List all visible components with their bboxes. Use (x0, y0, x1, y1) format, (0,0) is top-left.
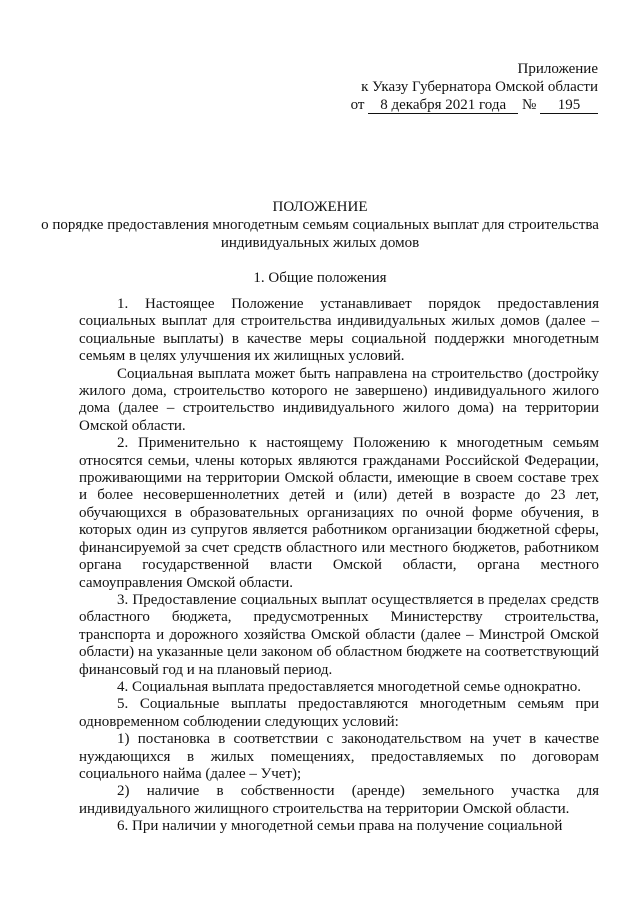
number-sign: № (521, 97, 537, 113)
document-body (79, 296, 599, 836)
paragraph-2: 2. Применительно к настоящему Положению к многодетным семьям относятся семьи, члены которых являются гражданами Российской Федерации, проживающими на территории Омской области, имеющие в своем составе трех и более несовершеннолетних детей и (или) детей в возрасте до 23 лет, обучающихся в образовательных организациях по очной форме обучения, в которых один из супругов является работником организации бюджетной сферы, финансируемой за счет средств областного или местного бюджетов, работником органа государственной власти Омской области, органа местного самоуправления Омской области. (79, 435, 599, 591)
paragraph-5-item-1: 1) постановка в соответствии с законодательством на учет в качестве нуждающихся в жилых помещениях, предоставляемых по договорам социального найма (далее – Учет); (79, 731, 599, 782)
paragraph-4: 4. Социальная выплата предоставляется многодетной семье однократно. (117, 678, 581, 695)
section-heading: 1. Общие положения (253, 270, 387, 286)
paragraph-1-cont: Социальная выплата может быть направлена на строительство (достройку жилого дома, строительство которого не завершено) индивидуального жилого дома (далее – строительство индивидуального жилого дома) на территории Омской области. (79, 365, 599, 434)
paragraph-1: 1. Настоящее Положение устанавливает порядок предоставления социальных выплат для строительства индивидуальных жилых домов (далее – социальные выплаты) в качестве меры социальной поддержки многодетным семьям в целях улучшения их жилищных условий. (79, 296, 599, 365)
title-subtitle: о порядке предоставления многодетным семьям социальных выплат для строительства индивидуальных жилых домов (41, 217, 599, 251)
date-prefix: от (350, 97, 365, 113)
paragraph-5-item-2: 2) наличие в собственности (аренде) земельного участка для индивидуального жилищного строительства на территории Омской области. (79, 783, 599, 817)
decree-date: 8 декабря 2021 года (368, 97, 518, 114)
title-main: ПОЛОЖЕНИЕ (272, 199, 368, 215)
appendix-header (268, 60, 598, 114)
decree-reference: к Указу Губернатора Омской области (361, 79, 598, 95)
paragraph-6: 6. При наличии у многодетной семьи права на получение социальной (117, 818, 563, 835)
paragraph-5: 5. Социальные выплаты предоставляются многодетным семьям при одновременном соблюдении следующих условий: (79, 696, 599, 730)
appendix-label: Приложение (517, 61, 598, 77)
document-title (40, 198, 600, 252)
paragraph-3: 3. Предоставление социальных выплат осуществляется в пределах средств областного бюджета, предусмотренных Министерству строительства, транспорта и дорожного хозяйства Омской области (далее – Минстрой Омской области) на указанные цели законом об областном бюджете на соответствующий финансовый год и на плановый период. (79, 591, 599, 678)
decree-number: 195 (540, 97, 598, 114)
decree-date-line (268, 96, 598, 114)
